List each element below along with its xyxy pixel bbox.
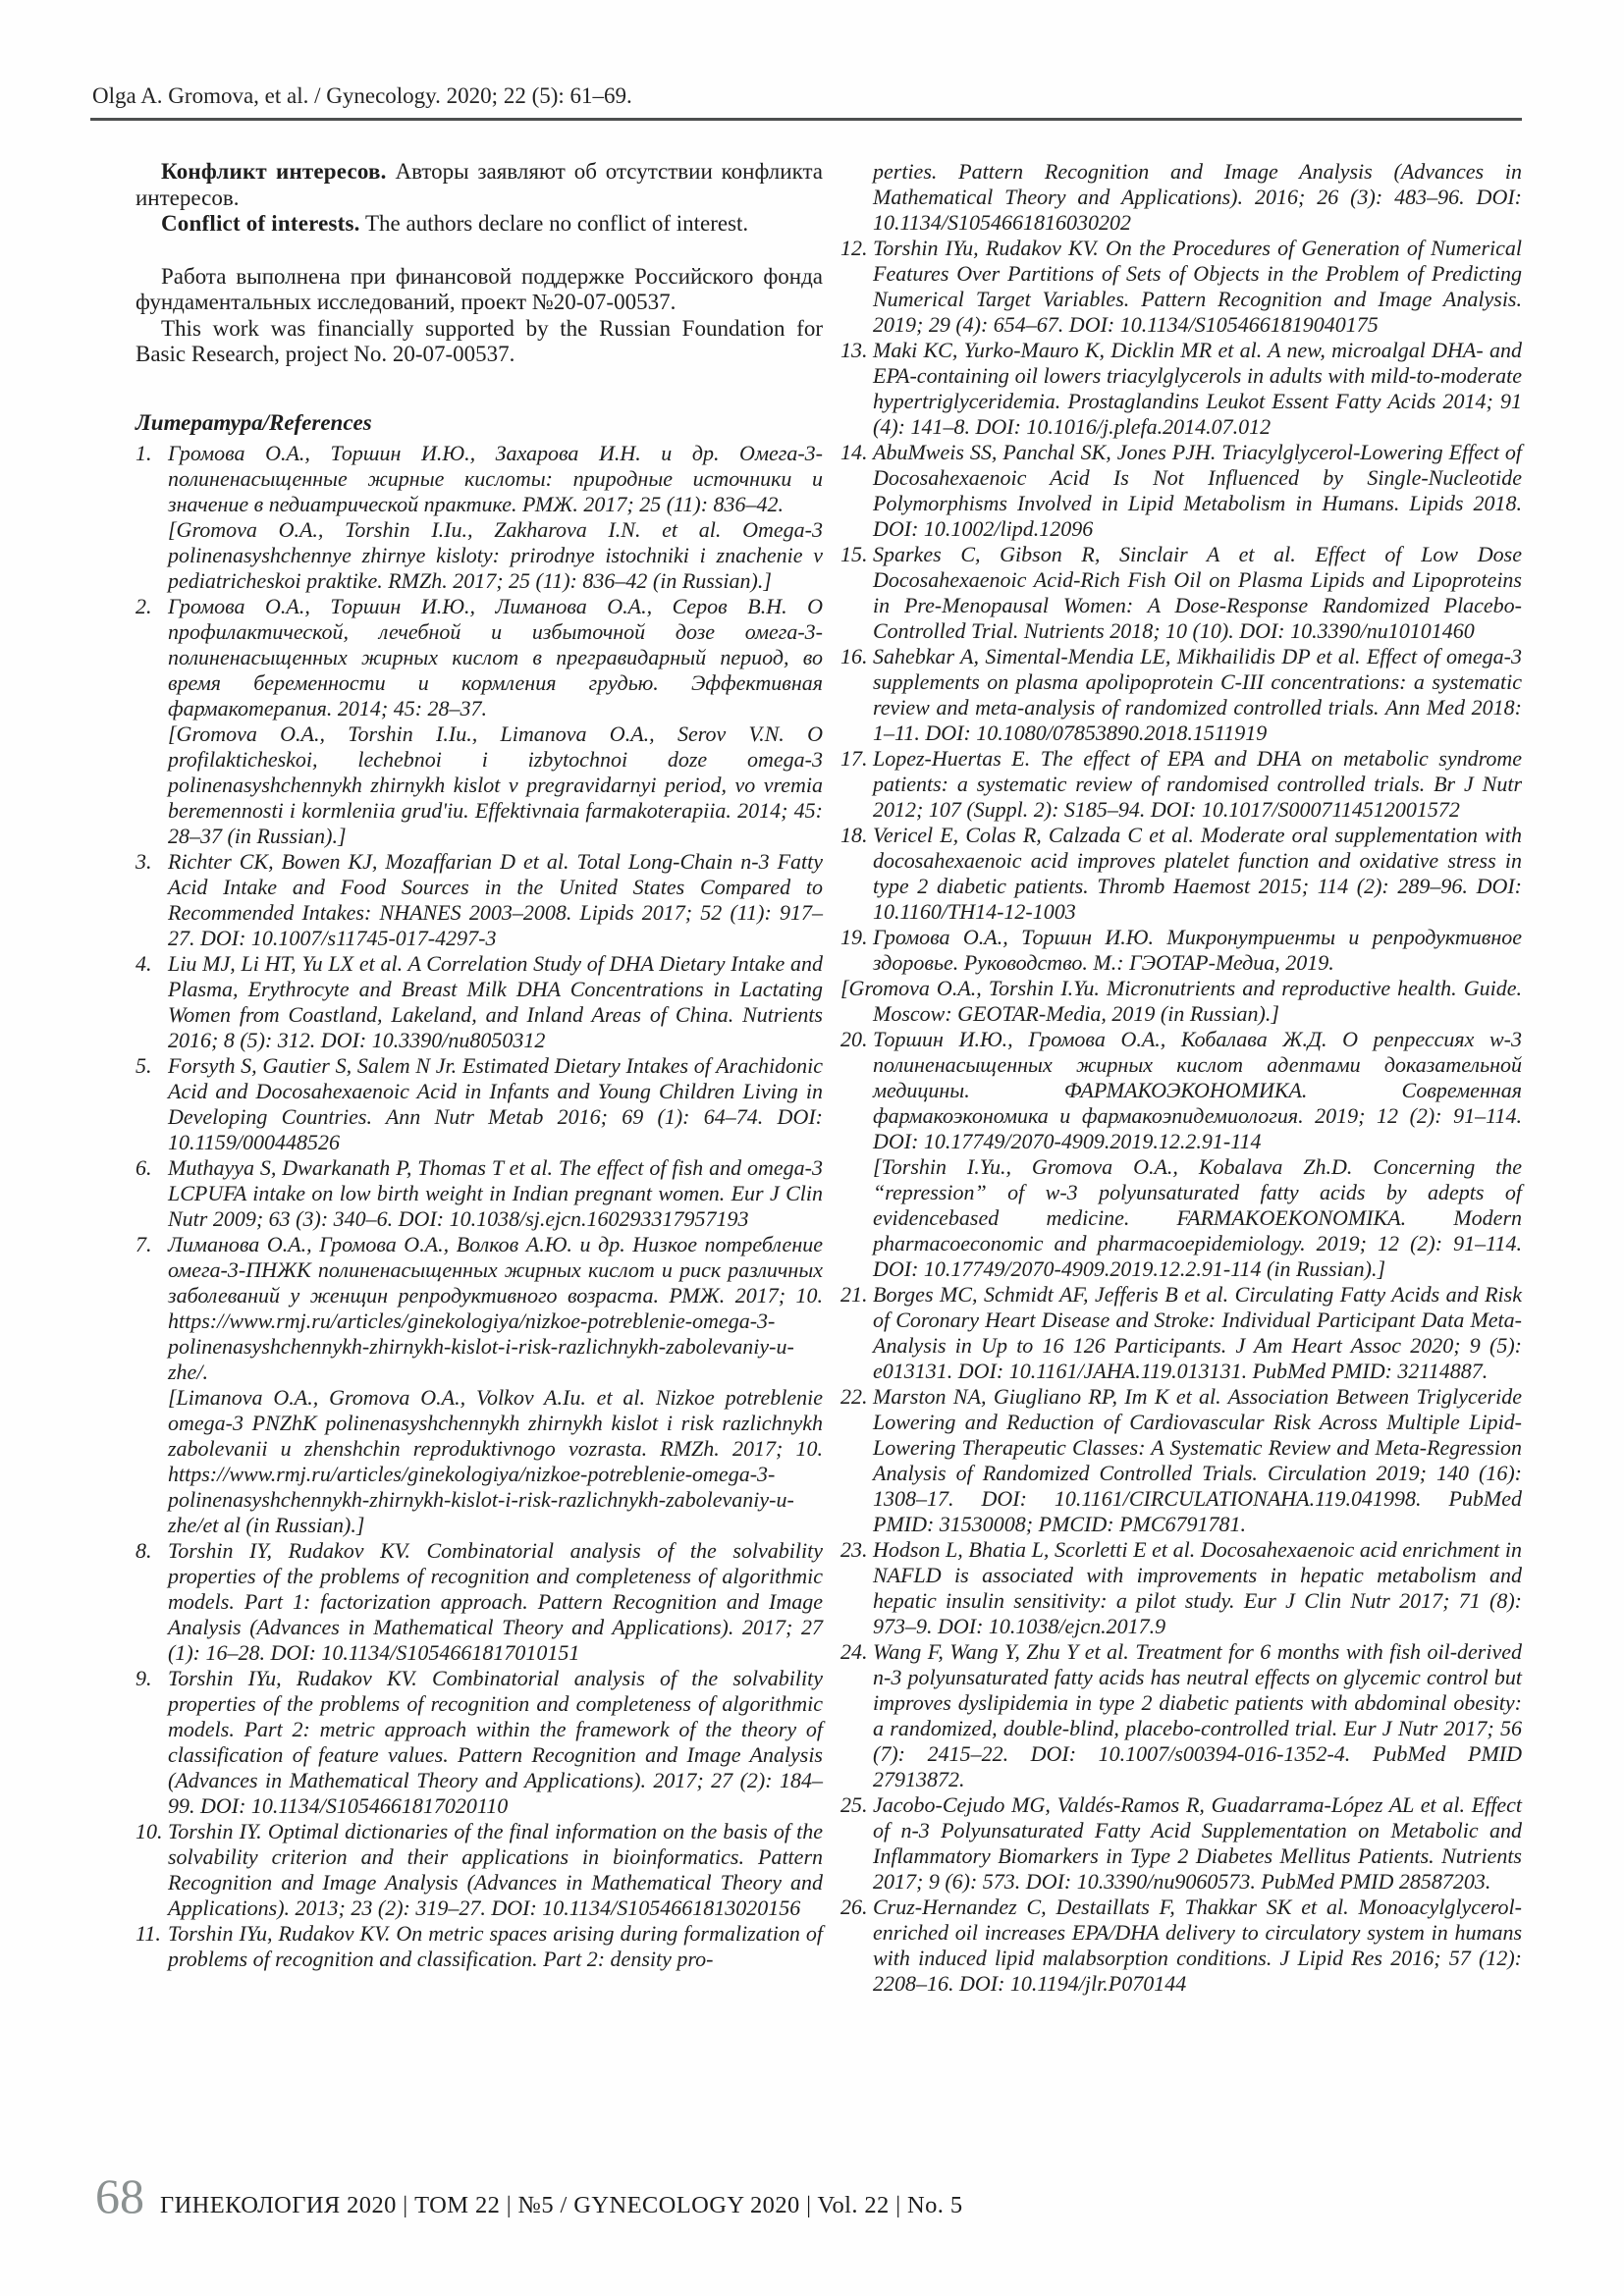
left-column — [135, 159, 823, 1997]
reference-number: 23. — [840, 1537, 868, 1562]
reference-item — [135, 1921, 823, 1972]
reference-item — [840, 159, 1522, 236]
reference-item — [840, 542, 1522, 644]
reference-item — [840, 338, 1522, 440]
journal-footer-line: ГИНЕКОЛОГИЯ 2020 | ТОМ 22 | №5 / GYNECOLOGY 2020 | Vol. 22 | No. 5 — [160, 2192, 963, 2218]
reference-number: 10. — [135, 1818, 163, 1843]
reference-item — [135, 1819, 823, 1921]
two-column-body — [135, 159, 1522, 1997]
conflict-text-en: The authors declare no conflict of interest. — [359, 211, 749, 236]
reference-number: 26. — [840, 1895, 868, 1919]
reference-number: 1. — [135, 440, 152, 465]
reference-text: [Limanova O.A., Gromova O.A., Volkov A.Iu. et al. Nizkoe potreblenie omega-3 PNZhK polinenasyshchennykh zhirnykh kislot i risk razlichnykh zabolevanii u zhenshchin reproduktivnogo vozrasta. RMZh. 2017; 10. https://www.rmj.ru/articles/ginekologiya/nizkoe-potreblenie-omega-3-polinenasyshchennykh-zhirnykh-kislot-i-risk-razlichnykh-zabolevaniy-u-zhe/et al (in Russian).] — [168, 1384, 823, 1537]
conflict-statement-ru — [135, 159, 823, 211]
funding-statement-en: This work was financially supported by the Russian Foundation for Basic Research, project No. 20-07-00537. — [135, 315, 823, 366]
conflict-lead-ru: Конфликт интересов. — [161, 159, 387, 184]
reference-number: 8. — [135, 1537, 152, 1563]
reference-number: 5. — [135, 1052, 152, 1078]
reference-number: 3. — [135, 848, 152, 874]
reference-item — [135, 1155, 823, 1232]
right-column — [840, 159, 1522, 1997]
reference-text: Громова О.А., Торшин И.Ю., Захарова И.Н. и др. Омега-3- полиненасыщенные жирные кислоты: природные источники и значение в педиатрической практике. РМЖ. 2017; 25 (11): 836–42. — [168, 440, 823, 516]
reference-text: Sahebkar A, Simental-Mendia LE, Mikhailidis DP et al. Effect of omega-3 supplements on plasma apolipoprotein C-III concentrations: a systematic review and meta-analysis of randomized controlled trials. Ann Med 2018: 1–11. DOI: 10.1080/07853890.2018.1511919 — [873, 644, 1522, 745]
reference-number: 4. — [135, 950, 152, 976]
reference-text: Sparkes C, Gibson R, Sinclair A et al. Effect of Low Dose Docosahexaenoic Acid-Rich Fish Oil on Plasma Lipids and Lipoproteins in Pre-Menopausal Women: A Dose-Response Randomized Placebo-Controlled Trial. Nutrients 2018; 10 (10). DOI: 10.3390/nu10101460 — [873, 542, 1522, 643]
reference-number: 14. — [840, 440, 868, 464]
reference-text: [Gromova O.A., Torshin I.Iu., Zakharova I.N. et al. Omega-3 polinenasyshchennye zhirnye kisloty: prirodnye istochniki i znachenie v pediatricheskoi praktike. RMZh. 2017; 25 (11): 836–42 (in Russian).] — [168, 516, 823, 593]
reference-text: [Gromova O.A., Torshin I.Yu. Micronutrients and reproductive health. Guide. Moscow: GEOTAR-Media, 2019 (in Russian).] — [840, 976, 1522, 1026]
reference-number: 2. — [135, 593, 152, 618]
reference-item — [840, 1384, 1522, 1537]
reference-item — [840, 1792, 1522, 1895]
reference-number: 19. — [840, 925, 868, 949]
reference-number: 22. — [840, 1384, 868, 1409]
reference-item — [840, 746, 1522, 823]
reference-text: Torshin IY, Rudakov KV. Combinatorial analysis of the solvability properties of the problems of recognition and completeness of algorithmic models. Part 1: factorization approach. Pattern Recognition and Image Analysis (Advances in Mathematical Theory and Applications). 2017; 27 (1): 16–28. DOI: 10.1134/S1054661817010151 — [168, 1537, 823, 1665]
references-list-right — [840, 159, 1522, 1997]
reference-item — [840, 1537, 1522, 1639]
reference-item — [135, 441, 823, 594]
reference-item — [840, 644, 1522, 746]
reference-text: Wang F, Wang Y, Zhu Y et al. Treatment for 6 months with fish oil-derived n-3 polyunsaturated fatty acids has neutral effects on glycemic control but improves dyslipidemia in type 2 diabetic patients with abdominal obesity: a randomized, double-blind, placebo-controlled trial. Eur J Nutr 2017; 56 (7): 2415–22. DOI: 10.1007/s00394-016-1352-4. PubMed PMID 27913872. — [873, 1639, 1522, 1791]
reference-number: 17. — [840, 746, 868, 771]
reference-text: perties. Pattern Recognition and Image Analysis (Advances in Mathematical Theory and Applications). 2016; 26 (3): 483–96. DOI: 10.1134/S1054661816030202 — [873, 159, 1522, 235]
reference-text: Jacobo-Cejudo MG, Valdés-Ramos R, Guadarrama-López AL et al. Effect of n-3 Polyunsaturated Fatty Acid Supplementation on Metabolic and Inflammatory Biomarkers in Type 2 Diabetes Mellitus Patients. Nutrients 2017; 9 (6): 573. DOI: 10.3390/nu9060573. PubMed PMID 28587203. — [873, 1792, 1522, 1894]
reference-number: 12. — [840, 236, 868, 260]
running-head: Olga A. Gromova, et al. / Gynecology. 2020; 22 (5): 61–69. — [92, 83, 632, 108]
reference-item — [840, 1639, 1522, 1792]
page-number: 68 — [95, 2168, 144, 2223]
reference-text: Torshin IYu, Rudakov KV. On metric spaces arising during formalization of problems of recognition and classification. Part 2: density pro- — [168, 1920, 823, 1971]
page-footer — [95, 2168, 963, 2223]
reference-number: 6. — [135, 1154, 152, 1180]
reference-text: Vericel E, Colas R, Calzada C et al. Moderate oral supplementation with docosahexaenoic acid improves platelet function and oxidative stress in type 2 diabetic patients. Thromb Haemost 2015; 114 (2): 289–96. DOI: 10.1160/TH14-12-1003 — [873, 823, 1522, 924]
reference-text: Torshin IYu, Rudakov KV. Combinatorial analysis of the solvability properties of the problems of recognition and completeness of algorithmic models. Part 2: metric approach within the framework of the theory of classification of feature values. Pattern Recognition and Image Analysis (Advances in Mathematical Theory and Applications). 2017; 27 (2): 184–99. DOI: 10.1134/S1054661817020110 — [168, 1665, 823, 1818]
reference-number: 20. — [840, 1027, 868, 1051]
header-divider — [90, 118, 1522, 121]
reference-text: Maki KC, Yurko-Mauro K, Dicklin MR et al. A new, microalgal DHA- and EPA-containing oil lowers triacylglycerols in adults with mild-to-moderate hypertriglyceridemia. Prostaglandins Leukot Essent Fatty Acids 2014; 91 (4): 141–8. DOI: 10.1016/j.plefa.2014.07.012 — [873, 338, 1522, 439]
reference-text: Liu MJ, Li HT, Yu LX et al. A Correlation Study of DHA Dietary Intake and Plasma, Erythrocyte and Breast Milk DHA Concentrations in Lactating Women from Coastland, Lakeland, and Inland Areas of China. Nutrients 2016; 8 (5): 312. DOI: 10.3390/nu8050312 — [168, 950, 823, 1052]
reference-text: Hodson L, Bhatia L, Scorletti E et al. Docosahexaenoic acid enrichment in NAFLD is associated with improvements in hepatic metabolism and hepatic insulin sensitivity: a pilot study. Eur J Clin Nutr 2017; 71 (8): 973–9. DOI: 10.1038/ejcn.2017.9 — [873, 1537, 1522, 1638]
reference-item — [840, 925, 1522, 1027]
reference-text: Muthayya S, Dwarkanath P, Thomas T et al. The effect of fish and omega-3 LCPUFA intake on low birth weight in Indian pregnant women. Eur J Clin Nutr 2009; 63 (3): 340–6. DOI: 10.1038/sj.ejcn.160293317957193 — [168, 1154, 823, 1231]
references-heading: Литература/References — [135, 409, 372, 435]
reference-number: 21. — [840, 1282, 868, 1307]
reference-number: 7. — [135, 1231, 152, 1256]
conflict-lead-en: Conflict of interests. — [161, 211, 360, 236]
reference-item — [135, 951, 823, 1053]
reference-text: AbuMweis SS, Panchal SK, Jones PJH. Triacylglycerol-Lowering Effect of Docosahexaenoic Acid Is Not Influenced by Single-Nucleotide Polymorphisms Involved in Lipid Metabolism in Humans. Lipids 2018. DOI: 10.1002/lipd.12096 — [873, 440, 1522, 541]
reference-item — [135, 1538, 823, 1666]
reference-item — [840, 1282, 1522, 1384]
reference-text: Громова О.А., Торшин И.Ю. Микронутриенты и репродуктивное здоровье. Руководство. М.: ГЭОТАР-Медиа, 2019. — [873, 925, 1522, 975]
reference-number: 13. — [840, 338, 868, 362]
reference-number: 25. — [840, 1792, 868, 1817]
reference-text: Торшин И.Ю., Громова О.А., Кобалава Ж.Д. О репрессиях w-3 полиненасыщенных жирных кислот адептами доказательной медицины. ФАРМАКОЭКОНОМИКА. Современная фармакоэкономика и фармакоэпидемиология. 2019; 12 (2): 91–114. DOI: 10.17749/2070-4909.2019.12.2.91-114 — [873, 1027, 1522, 1153]
reference-text: Torshin IYu, Rudakov KV. On the Procedures of Generation of Numerical Features Over Partitions of Sets of Objects in the Problem of Predicting Numerical Target Variables. Pattern Recognition and Image Analysis. 2019; 29 (4): 654–67. DOI: 10.1134/S1054661819040175 — [873, 236, 1522, 337]
reference-item — [135, 1053, 823, 1155]
reference-number: 15. — [840, 542, 868, 566]
references-list-left — [135, 441, 823, 1972]
reference-item — [135, 1232, 823, 1538]
reference-number: 11. — [135, 1920, 161, 1946]
reference-number: 18. — [840, 823, 868, 847]
reference-text: Lopez-Huertas E. The effect of EPA and DHA on metabolic syndrome patients: a systematic review of randomised controlled trials. Br J Nutr 2012; 107 (Suppl. 2): S185–94. DOI: 10.1017/S0007114512001572 — [873, 746, 1522, 822]
reference-item — [840, 440, 1522, 542]
reference-item — [840, 236, 1522, 338]
reference-text: Громова О.А., Торшин И.Ю., Лиманова О.А., Серов В.Н. О профилактической, лечебной и избыточной дозе омега-3-полиненасыщенных жирных кислот в прегравидарный период, во время беременности и кормления грудью. Эффективная фармакотерапия. 2014; 45: 28–37. — [168, 593, 823, 721]
reference-item — [135, 1666, 823, 1819]
reference-item — [840, 1895, 1522, 1997]
reference-item — [840, 1027, 1522, 1282]
reference-item — [135, 849, 823, 951]
reference-text: Marston NA, Giugliano RP, Im K et al. Association Between Triglyceride Lowering and Reduction of Cardiovascular Risk Across Multiple Lipid-Lowering Therapeutic Classes: A Systematic Review and Meta-Regression Analysis of Randomized Controlled Trials. Circulation 2019; 140 (16): 1308–17. DOI: 10.1161/CIRCULATIONAHA.119.041998. PubMed PMID: 31530008; PMCID: PMC6791781. — [873, 1384, 1522, 1536]
reference-text: Cruz-Hernandez C, Destaillats F, Thakkar SK et al. Monoacylglycerol-enriched oil increases EPA/DHA delivery to circulatory system in humans with induced lipid malabsorption conditions. J Lipid Res 2016; 57 (12): 2208–16. DOI: 10.1194/jlr.P070144 — [873, 1895, 1522, 1996]
reference-item — [135, 594, 823, 849]
reference-number: 24. — [840, 1639, 868, 1664]
reference-text: Лиманова О.А., Громова О.А., Волков А.Ю. и др. Низкое потребление омега-3-ПНЖК полиненасыщенных жирных кислот и риск различных заболеваний у женщин репродуктивного возраста. РМЖ. 2017; 10. https://www.rmj.ru/articles/ginekologiya/nizkoe-potreblenie-omega-3-polinenasyshchennykh-zhirnykh-kislot-i-risk-razlichnykh-zabolevaniy-u-zhe/. — [168, 1231, 823, 1384]
reference-text: Richter CK, Bowen KJ, Mozaffarian D et al. Total Long-Chain n-3 Fatty Acid Intake and Food Sources in the United States Compared to Recommended Intakes: NHANES 2003–2008. Lipids 2017; 52 (11): 917–27. DOI: 10.1007/s11745-017-4297-3 — [168, 848, 823, 950]
reference-text: Borges MC, Schmidt AF, Jefferis B et al. Circulating Fatty Acids and Risk of Coronary Heart Disease and Stroke: Individual Participant Data Meta-Analysis in Up to 16 126 Participants. J Am Heart Assoc 2020; 9 (5): e013131. DOI: 10.1161/JAHA.119.013131. PubMed PMID: 32114887. — [873, 1282, 1522, 1383]
reference-item — [840, 823, 1522, 925]
conflict-statement-en — [135, 211, 823, 238]
reference-text: [Gromova O.A., Torshin I.Iu., Limanova O.A., Serov V.N. O profilakticheskoi, lechebnoi i izbytochnoi doze omega-3 polinenasyshchennykh zhirnykh kislot v pregravidarnyi period, vo vremia beremennosti i kormleniia grud'iu. Effektivnaia farmakoterapiia. 2014; 45: 28–37 (in Russian).] — [168, 721, 823, 848]
reference-number: 9. — [135, 1665, 152, 1690]
reference-number: 16. — [840, 644, 868, 668]
reference-text: Torshin IY. Optimal dictionaries of the final information on the basis of the solvability criterion and their applications in bioinformatics. Pattern Recognition and Image Analysis (Advances in Mathematical Theory and Applications). 2013; 23 (2): 319–27. DOI: 10.1134/S1054661813020156 — [168, 1818, 823, 1920]
reference-text: Forsyth S, Gautier S, Salem N Jr. Estimated Dietary Intakes of Arachidonic Acid and Docosahexaenoic Acid in Infants and Young Children Living in Developing Countries. Ann Nutr Metab 2016; 69 (1): 64–74. DOI: 10.1159/000448526 — [168, 1052, 823, 1154]
funding-statement-ru: Работа выполнена при финансовой поддержке Российского фонда фундаментальных исследований, проект №20-07-00537. — [135, 263, 823, 314]
reference-text: [Torshin I.Yu., Gromova O.A., Kobalava Zh.D. Concerning the “repression” of w-3 polyunsaturated fatty acids by adepts of evidencebased medicine. FARMAKOEKONOMIKA. Modern pharmacoeconomic and pharmacoepidemiology. 2019; 12 (2): 91–114. DOI: 10.17749/2070-4909.2019.12.2.91-114 (in Russian).] — [873, 1154, 1522, 1281]
conflict-text-ru: Авторы заявляют об отсутствии конфликта интересов. — [135, 159, 823, 210]
